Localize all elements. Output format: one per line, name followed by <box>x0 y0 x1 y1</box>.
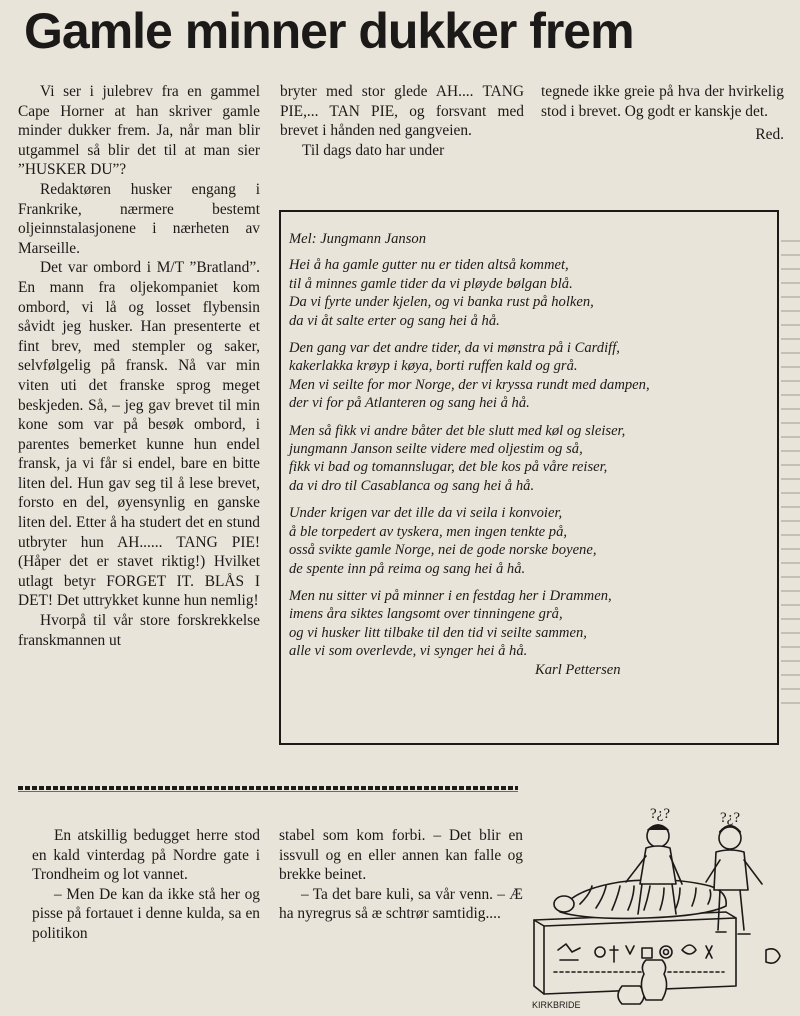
article-paragraph: tegnede ikke greie på hva der hvirkelig stod i brevet. Og godt er kanskje det. <box>541 83 784 120</box>
poem-line: Men nu sitter vi på minner i en festdag her i Drammen, <box>289 587 612 604</box>
article-paragraph: Til dags dato har under <box>302 141 445 159</box>
poem-line: Men så fikk vi andre båter det ble slutt med køl og sleiser, <box>289 422 626 439</box>
mummy-cartoon <box>530 800 790 1010</box>
article-column-3 <box>541 82 784 145</box>
section-divider <box>18 786 518 790</box>
poem-stanza <box>289 339 771 413</box>
joke-paragraph: En atskillig bedugget herre stod en kald vinterdag på Nordre gate i Trondheim og lot vannet. <box>32 827 260 884</box>
poem-line: de spente inn på reima og sang hei å hå. <box>289 560 526 577</box>
article-paragraph: Hvorpå til vår store forskrekkelse franskmannen ut <box>18 612 260 649</box>
poem-line: osså svikte gamle Norge, nei de gode norske boyene, <box>289 542 597 559</box>
poem-line: Den gang var det andre tider, da vi mønstra på i Cardiff, <box>289 340 620 357</box>
article-column-2 <box>280 82 524 160</box>
article-column-1 <box>18 82 260 650</box>
poem-line: der vi for på Atlanteren og sang hei å hå. <box>289 395 530 412</box>
poem-line: Hei å ha gamle gutter nu er tiden altså kommet, <box>289 257 569 274</box>
article-paragraph: bryter med stor glede AH.... TANG PIE,... TAN PIE, og forsvant med brevet i hånden ned gangveien. <box>280 83 524 140</box>
joke-column-2 <box>279 826 523 924</box>
article-paragraph: Det var ombord i M/T ”Bratland”. En mann fra oljekompaniet kom ombord, vi lå og losset flybensin såvidt jeg husker. Han presenterte et fint brev, med stempler og saker, selvfølgelig på fransk. Nå var min viten uti det franske sprog meget beskjeden. Så, – jeg gav brevet til min kone som var på besøk ombord, i parentes bemerket kunne hun endel fransk, ja vi får si endel, bare en bitte liten del. Hun gav seg til å lese brevet, forsto en del, øyensynlig en ganske liten del. Etter å ha studert det en stund utbryter hun AH...... TANG PIE! (Håper det er stavet riktig!) Hvilket utlagt betyr FORGET IT. BLÅS I DET! Det uttrykket kunne hun nemlig! <box>18 259 260 610</box>
poem-stanza <box>289 587 771 679</box>
poem-stanza <box>289 256 771 330</box>
article-paragraph: Redaktøren husker engang i Frankrike, nærmere bestemt oljeinnstalasjonene i nærheten av Marseille. <box>18 180 260 257</box>
poem-stanza <box>289 422 771 496</box>
poem-line: Da vi fyrte under kjelen, og vi banka rust på holken, <box>289 294 594 311</box>
poem-line: alle vi som overlevde, vi synger hei å hå. <box>289 643 528 660</box>
poem-line: da vi åt salte erter og sang hei å hå. <box>289 312 500 329</box>
poem-melody: Mel: Jungmann Janson <box>289 231 426 247</box>
poem-line: imens åra siktes langsomt over tinningene grå, <box>289 606 563 623</box>
joke-paragraph: – Men De kan da ikke stå her og pisse på fortauet i denne kulda, sa en politikon <box>32 885 260 942</box>
poem-line: Under krigen var det ille da vi seila i konvoier, <box>289 505 563 522</box>
article-paragraph: Vi ser i julebrev fra en gammel Cape Horner at han skriver gamle minder dukker frem. Ja, når man blir utgammel så blir det til at man sier ”HUSKER DU”? <box>18 83 260 179</box>
poem-box <box>279 210 779 745</box>
poem-line: jungmann Janson seilte videre med oljestim og så, <box>289 441 583 458</box>
joke-paragraph: stabel som kom forbi. – Det blir en issvull og en eller annen kan falle og brekke beinet. <box>279 827 523 884</box>
poem-line: Men vi seilte for mor Norge, der vi kryssa rundt med dampen, <box>289 376 650 393</box>
editor-signature: Red. <box>755 126 784 144</box>
question-marks-right: ?¿? <box>720 810 740 826</box>
joke-paragraph: – Ta det bare kuli, sa vår venn. – Æ ha nyregrus så æ schtrør samtidig.... <box>279 885 523 923</box>
joke-column-1 <box>32 826 260 944</box>
poem-line: til å minnes gamle tider da vi pløyde bølgan blå. <box>289 275 573 292</box>
poem-line: da vi dro til Casablanca og sang hei å hå. <box>289 477 535 494</box>
section-divider-rule <box>18 791 518 792</box>
poem-line: og vi husker litt tilbake til den tid vi seilte sammen, <box>289 624 587 641</box>
sarcophagus <box>534 912 736 994</box>
poem-stanza <box>289 504 771 578</box>
poem-line: fikk vi bad og tomannslugar, det ble kos på våre reiser, <box>289 459 608 476</box>
poem-line: kakerlakka krøyp i køya, borti ruffen kald og grå. <box>289 358 578 375</box>
question-marks-left: ?¿? <box>650 806 670 822</box>
show-through-texture <box>781 240 800 710</box>
headline: Gamle minner dukker frem <box>24 3 634 59</box>
poem-author: Karl Pettersen <box>535 661 621 678</box>
poem-line: å ble torpedert av tyskera, men ingen tenkte på, <box>289 523 568 540</box>
cartoonist-signature: KIRKBRIDE <box>532 1000 581 1010</box>
